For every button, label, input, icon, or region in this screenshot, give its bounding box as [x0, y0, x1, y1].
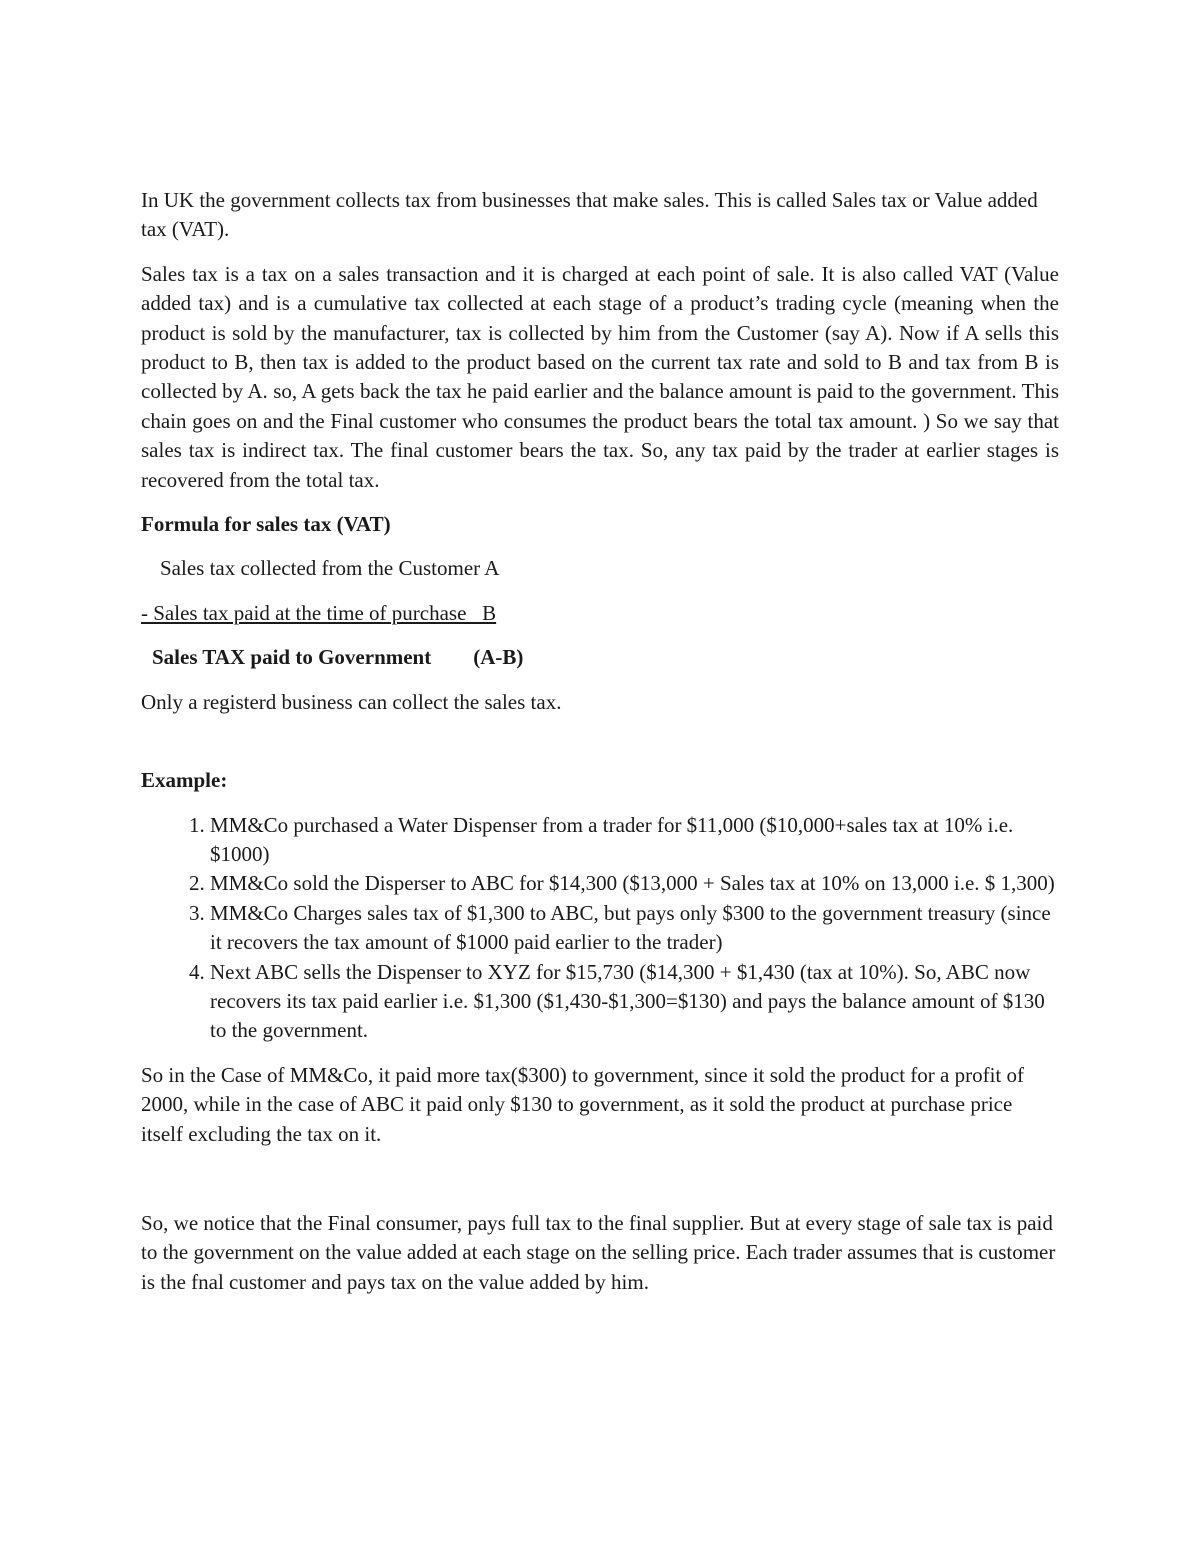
- document-page: [141, 186, 1059, 1312]
- formula-result-label: Sales TAX paid to Government: [152, 645, 432, 670]
- example-item-4: 4. Next ABC sells the Dispenser to XYZ for $15,730 ($14,300 + $1,430 (tax at 10%). So, ABC now recovers its tax paid earlier i.e. $1,300 ($1,430-$1,300=$130) and pays the balance amount of $130 to the government.: [210, 958, 1059, 1046]
- example-item-2: 2. MM&Co sold the Disperser to ABC for $14,300 ($13,000 + Sales tax at 10% on 13,000 i.e. $ 1,300): [210, 869, 1059, 898]
- formula-line-collected: Sales tax collected from the Customer A: [160, 556, 500, 581]
- case-summary-paragraph: So in the Case of MM&Co, it paid more tax($300) to government, since it sold the product for a profit of 2000, while in the case of ABC it paid only $130 to government, as it sold the product at purchase price itself excluding the tax on it.: [141, 1062, 1025, 1146]
- example-list: [141, 811, 1059, 1046]
- formula-line-paid: [141, 599, 1059, 628]
- formula-result-value: (A-B): [473, 645, 524, 670]
- explanation-paragraph: Sales tax is a tax on a sales transaction and it is charged at each point of sale. It is also called VAT (Value added tax) and is a cumulative tax collected at each stage of a product’s trading cycle (meaning when the product is sold by the manufacturer, tax is collected by him from the Customer (say A). Now if A sells this product to B, then tax is added to the product based on the current tax rate and sold to B and tax from B is collected by A. so, A gets back the tax he paid earlier and the balance amount is paid to the government. This chain goes on and the Final customer who consumes the product bears the total tax amount. ) So we say that sales tax is indirect tax. The final customer bears the tax. So, any tax paid by the trader at earlier stages is recovered from the total tax.: [141, 261, 1059, 492]
- example-item-3: 3. MM&Co Charges sales tax of $1,300 to ABC, but pays only $300 to the government treasury (since it recovers the tax amount of $1000 paid earlier to the trader): [210, 899, 1059, 958]
- intro-paragraph: In UK the government collects tax from businesses that make sales. This is called Sales tax or Value added tax (VAT).: [141, 188, 1038, 242]
- formula-line-paid-text: - Sales tax paid at the time of purchase B: [141, 600, 497, 625]
- registered-note: Only a registerd business can collect the sales tax.: [141, 689, 562, 714]
- example-heading: Example:: [141, 768, 228, 793]
- conclusion-paragraph: So, we notice that the Final consumer, pays full tax to the final supplier. But at every stage of sale tax is paid to the government on the value added at each stage on the selling price. Each trader assumes that is customer is the fnal customer and pays tax on the value added by him.: [141, 1210, 1056, 1294]
- formula-line-result: [141, 643, 1059, 672]
- formula-heading: Formula for sales tax (VAT): [141, 512, 391, 537]
- example-item-1: 1. MM&Co purchased a Water Dispenser from a trader for $11,000 ($10,000+sales tax at 10% i.e. $1000): [210, 811, 1059, 870]
